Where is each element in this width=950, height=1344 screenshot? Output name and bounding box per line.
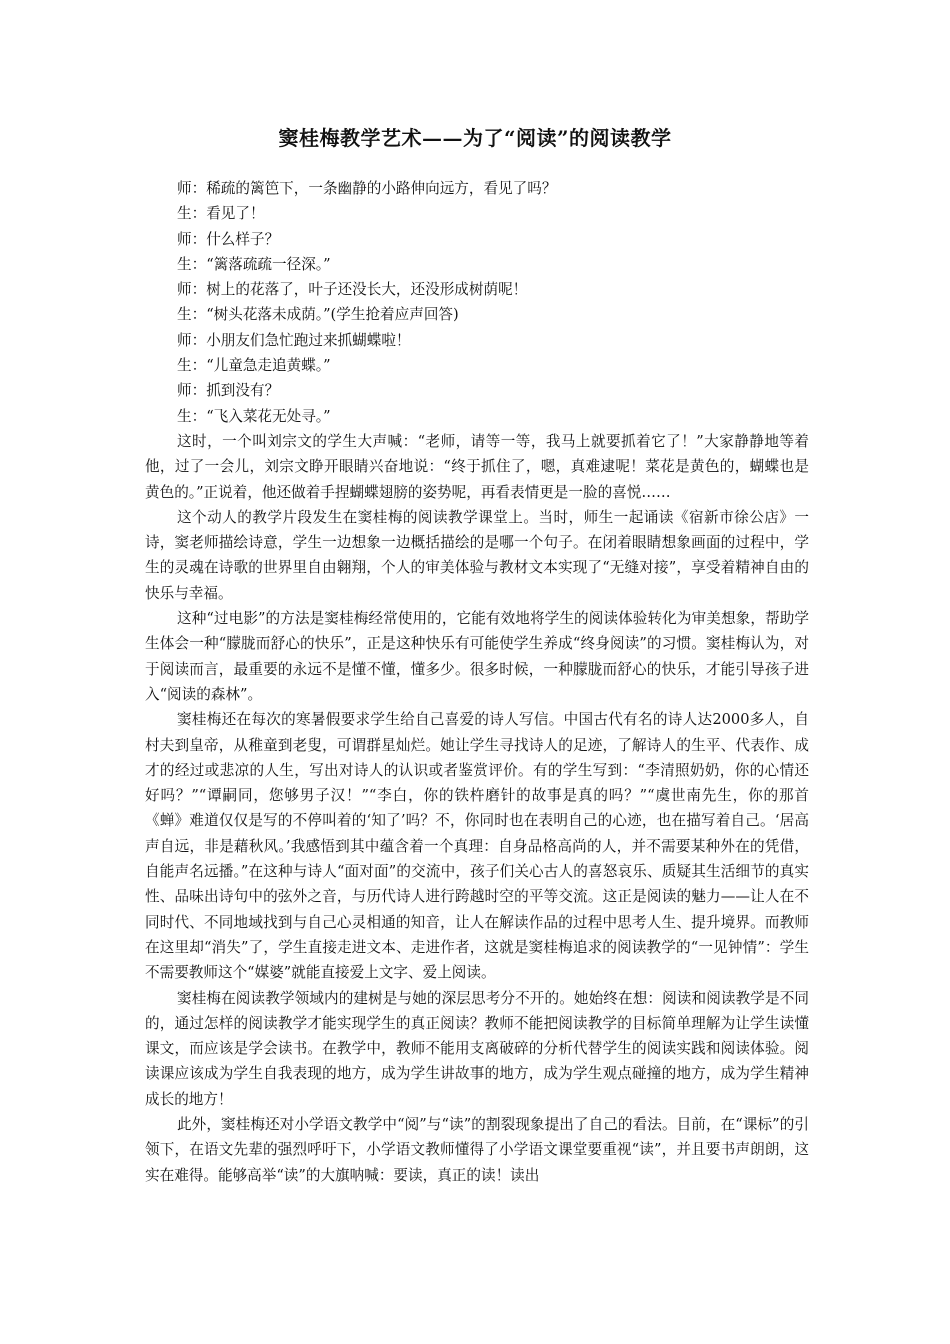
body-paragraph: 窦桂梅在阅读教学领域内的建树是与她的深层思考分不开的。她始终在想：阅读和阅读教学是不同的，通过怎样的阅读教学才能实现学生的真正阅读？教师不能把阅读教学的目标简单理解为让学生读懂课文，而应该是学会读书。在教学中，教师不能用支离破碎的分析代替学生的阅读实践和阅读体验。阅读课应该成为学生自我表现的地方，成为学生讲故事的地方，成为学生观点碰撞的地方，成为学生精神成长的地方！ bbox=[145, 989, 809, 1108]
document-body bbox=[145, 176, 809, 1188]
dialogue-line: 师：什么样子？ bbox=[177, 230, 280, 248]
dialogue-line: 生：看见了！ bbox=[177, 205, 265, 223]
dialogue-line: 师：抓到没有？ bbox=[177, 382, 280, 400]
dialogue-line: 生：“树头花落未成荫。”(学生抢着应声回答) bbox=[177, 306, 459, 324]
dialogue-line: 生：“儿童急走追黄蝶。” bbox=[177, 357, 331, 375]
body-paragraph: 这种“过电影”的方法是窦桂梅经常使用的，它能有效地将学生的阅读体验转化为审美想象，帮助学生体会一种“朦胧而舒心的快乐”，正是这种快乐有可能使学生养成“终身阅读”的习惯。窦桂梅认为，对于阅读而言，最重要的永远不是懂不懂，懂多少。很多时候，一种朦胧而舒心的快乐，才能引导孩子进入“阅读的森林”。 bbox=[145, 610, 809, 703]
body-paragraph: 这个动人的教学片段发生在窦桂梅的阅读教学课堂上。当时，师生一起诵读《宿新市徐公店》一诗，窦老师描绘诗意，学生一边想象一边概括描绘的是哪一个句子。在闭着眼睛想象画面的过程中，学生的灵魂在诗歌的世界里自由翱翔，个人的审美体验与教材文本实现了“无缝对接”，享受着精神自由的快乐与幸福。 bbox=[145, 508, 809, 602]
body-paragraph: 此外，窦桂梅还对小学语文教学中“阅”与“读”的割裂现象提出了自己的看法。目前，在“课标”的引领下，在语文先辈的强烈呼吁下，小学语文教师懂得了小学语文课堂要重视“读”，并且要书声朗朗，这实在难得。能够高举“读”的大旗呐喊：要读，真正的读！读出 bbox=[145, 1115, 809, 1184]
body-paragraph: 窦桂梅还在每次的寒暑假要求学生给自己喜爱的诗人写信。中国古代有名的诗人达2000多人，自村夫到皇帝，从稚童到老叟，可谓群星灿烂。她让学生寻找诗人的足迹，了解诗人的生平、代表作、成才的经过或悲凉的人生，写出对诗人的认识或者鉴赏评价。有的学生写到：“李清照奶奶，你的心情还好吗？”“谭嗣同，您够男子汉！”“李白，你的铁杵磨针的故事是真的吗？”“虞世南先生，你的那首《蝉》难道仅仅是写的不停叫着的‘知了’吗？不，你同时也在表明自己的心迹，也在描写着自己。‘居高声自远，非是藉秋风。’我感悟到其中蕴含着一个真理：自身品格高尚的人，并不需要某种外在的凭借，自能声名远播。”在这种与诗人“面对面”的交流中，孩子们关心古人的喜怒哀乐、质疑其生活细节的真实性、品味出诗句中的弦外之音，与历代诗人进行跨越时空的平等交流。这正是阅读的魅力——让人在不同时代、不同地域找到与自己心灵相通的知音，让人在解读作品的过程中思考人生、提升境界。而教师在这里却“消失”了，学生直接走进文本、走进作者，这就是窦桂梅追求的阅读教学的“一见钟情”：学生不需要教师这个“媒婆”就能直接爱上文字、爱上阅读。 bbox=[145, 711, 809, 982]
body-paragraph: 这时，一个叫刘宗文的学生大声喊：“老师，请等一等，我马上就要抓着它了！”大家静静地等着他，过了一会儿，刘宗文睁开眼睛兴奋地说：“终于抓住了，嗯，真难逮呢！菜花是黄色的，蝴蝶也是黄色的。”正说着，他还做着手捏蝴蝶翅膀的姿势呢，再看表情更是一脸的喜悦…… bbox=[145, 432, 809, 501]
dialogue-line: 生：“篱落疏疏一径深。” bbox=[177, 255, 331, 273]
document-title: 窦桂梅教学艺术——为了“阅读”的阅读教学 bbox=[278, 126, 672, 150]
dialogue-line: 师：稀疏的篱笆下，一条幽静的小路伸向远方，看见了吗？ bbox=[177, 180, 557, 197]
dialogue-line: 生：“飞入菜花无处寻。” bbox=[177, 407, 331, 425]
dialogue-line: 师：小朋友们急忙跑过来抓蝴蝶啦！ bbox=[177, 331, 411, 349]
dialogue-line: 师：树上的花落了，叶子还没长大，还没形成树荫呢！ bbox=[177, 281, 528, 299]
